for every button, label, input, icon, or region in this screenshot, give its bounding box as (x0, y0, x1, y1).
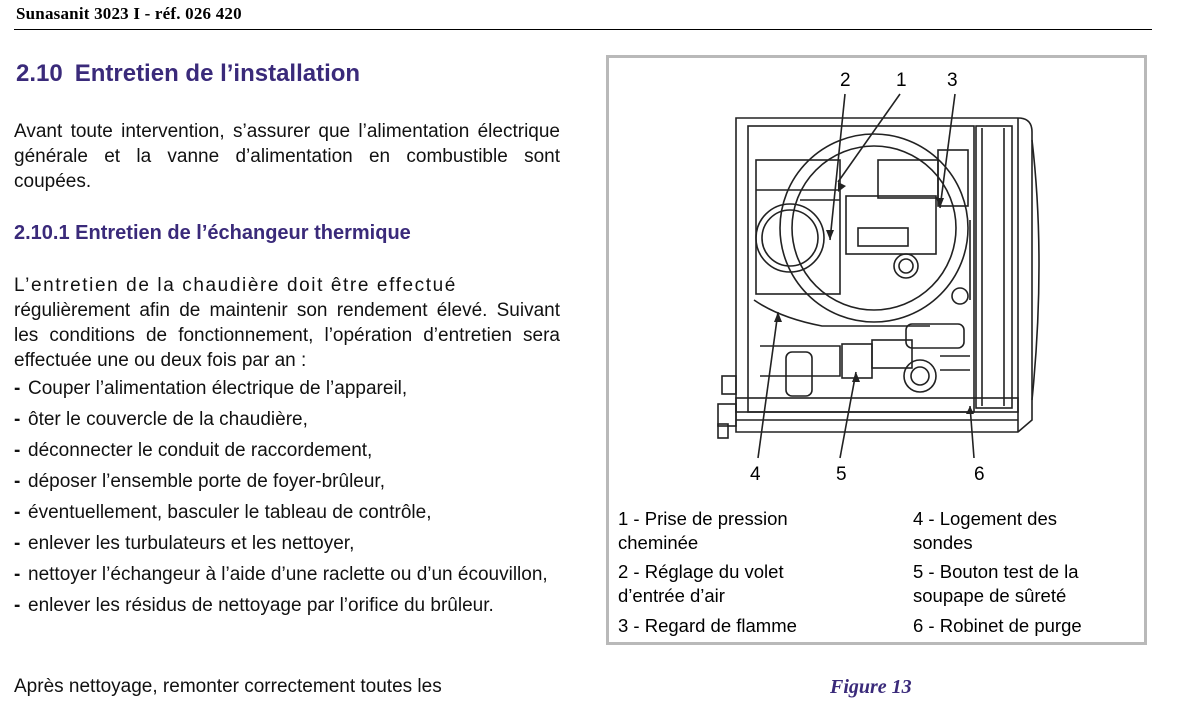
list-item: - enlever les turbulateurs et les nettoyer, (14, 533, 355, 554)
legend-item-2: 2 - Réglage du volet d’entrée d’air (618, 561, 784, 606)
section-number: 2.10 (16, 60, 63, 87)
subsection-title: 2.10.1 Entretien de l’échangeur thermique (14, 222, 411, 244)
body-rest: régulièrement afin de maintenir son rendement élevé. Suivant les conditions de fonctionnement, l’opération d’entretien sera effectuée une ou deux fois par an : (14, 300, 560, 371)
body-first-line: L’entretien de la chaudière doit être effectué (14, 275, 457, 296)
legend-item-6: 6 - Robinet de purge (913, 615, 1082, 636)
legend-item-1: 1 - Prise de pression cheminée (618, 508, 788, 553)
list-item: - déconnecter le conduit de raccordement, (14, 440, 373, 461)
document-header: Sunasanit 3023 I - réf. 026 420 (16, 4, 242, 23)
list-item: - déposer l’ensemble porte de foyer-brûleur, (14, 471, 385, 492)
legend-item-3: 3 - Regard de flamme (618, 615, 797, 636)
after-cleaning-text: Après nettoyage, remonter correctement toutes les (14, 676, 442, 697)
list-item: - éventuellement, basculer le tableau de contrôle, (14, 502, 432, 523)
callout-1: 1 (896, 70, 907, 91)
callout-5: 5 (836, 464, 847, 485)
list-item: - ôter le couvercle de la chaudière, (14, 409, 308, 430)
legend-item-4: 4 - Logement des sondes (913, 508, 1057, 553)
list-item: - enlever les résidus de nettoyage par l’orifice du brûleur. (14, 595, 494, 616)
callout-6: 6 (974, 464, 985, 485)
list-item: - nettoyer l’échangeur à l’aide d’une raclette ou d’un écouvillon, (14, 564, 548, 585)
section-title-text: Entretien de l’installation (74, 60, 361, 87)
callout-3: 3 (947, 70, 958, 91)
callout-4: 4 (750, 464, 761, 485)
figure-caption: Figure 13 (830, 676, 912, 698)
callout-2: 2 (840, 70, 851, 91)
legend-item-5: 5 - Bouton test de la soupape de sûreté (913, 561, 1079, 606)
list-item: - Couper l’alimentation électrique de l’appareil, (14, 378, 408, 399)
intro-paragraph: Avant toute intervention, s’assurer que l’alimentation électrique générale et la vanne d’alimentation en combustible sont coupées. (14, 121, 560, 192)
